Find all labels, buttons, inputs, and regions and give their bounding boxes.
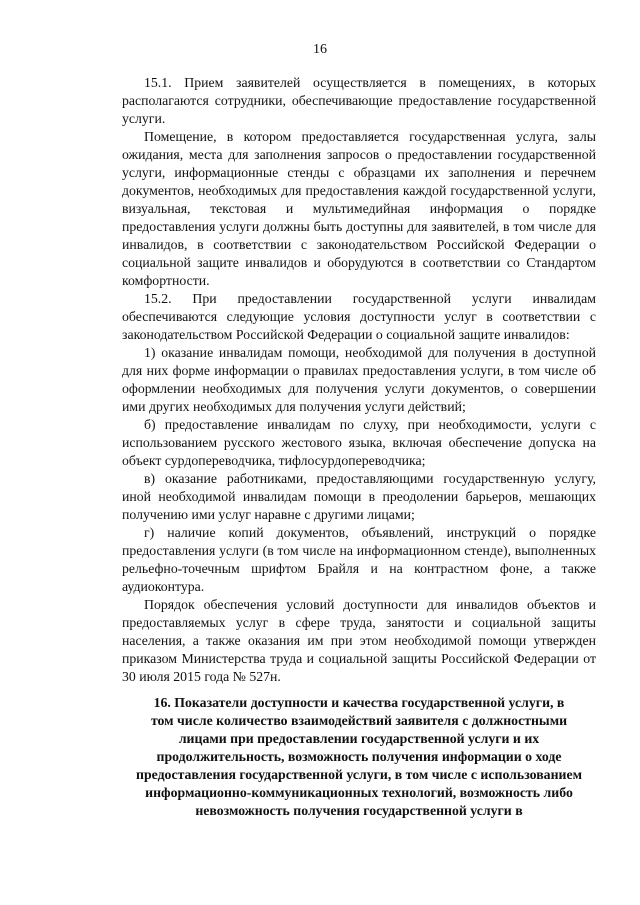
heading-line: том числе количество взаимодействий заявителя с должностными xyxy=(150,713,568,728)
heading-line: 16. Показатели доступности и качества государственной услуги, в xyxy=(153,695,565,710)
section-16-heading xyxy=(112,694,606,820)
body-text xyxy=(122,74,596,686)
heading-line: продолжительность, возможность получения информации о ходе xyxy=(156,749,562,764)
heading-line: лицами при предоставлении государственной услуги и их xyxy=(178,731,540,746)
list-item-b: б) предоставление инвалидам по слуху, при необходимости, услуги с использованием русского жестового языка, включая обеспечение допуска на объект сурдопереводчика, тифлосурдопереводчика; xyxy=(122,417,596,468)
paragraph-15-2: 15.2. При предоставлении государственной услуги инвалидам обеспечиваются следующие условия доступности услуг в соответствии с законодательством Российской Федерации о социальной защите инвалидов: xyxy=(122,291,596,342)
list-item-v: в) оказание работниками, предоставляющими государственную услугу, иной необходимой инвалидам помощи в преодолении барьеров, мешающих получению ими услуг наравне с другими лицами; xyxy=(122,471,596,522)
list-item-1: 1) оказание инвалидам помощи, необходимой для получения в доступной для них форме информации о правилах предоставления услуги, в том числе об оформлении необходимых для получения услуги документов, о совершении ими других необходимых для получения услуги действий; xyxy=(122,345,596,414)
heading-line: предоставления государственной услуги, в том числе с использованием xyxy=(136,767,582,782)
paragraph-premises: Помещение, в котором предоставляется государственная услуга, залы ожидания, места для заполнения запросов о предоставлении государственной услуги, информационные стенды с образцами их заполнения и перечнем документов, необходимых для предоставления каждой государственной услуги, визуальная, текстовая и мультимедийная информация о порядке предоставления услуги должны быть доступны для заявителей, в том числе для инвалидов, в соответствии с законодательством Российской Федерации о социальной защите инвалидов и оборудуются в соответствии со Стандартом комфортности. xyxy=(122,129,596,288)
paragraph-order: Порядок обеспечения условий доступности для инвалидов объектов и предоставляемых услуг в сфере труда, занятости и социальной защиты населения, а также оказания им при этом необходимой помощи утвержден приказом Министерства труда и социальной защиты Российской Федерации от 30 июля 2015 года № 527н. xyxy=(122,597,596,684)
heading-line: информационно-коммуникационных технологий, возможность либо xyxy=(145,785,573,800)
paragraph-15-1: 15.1. Прием заявителей осуществляется в помещениях, в которых располагаются сотрудники, обеспечивающие предоставление государственной услуги. xyxy=(122,75,596,126)
list-item-g: г) наличие копий документов, объявлений, инструкций о порядке предоставления услуги (в том числе на информационном стенде), выполненных рельефно-точечным шрифтом Брайля и на контрастном фоне, а также аудиоконтура. xyxy=(122,525,596,594)
page-number: 16 xyxy=(313,42,327,57)
heading-line: невозможность получения государственной услуги в xyxy=(195,803,523,818)
